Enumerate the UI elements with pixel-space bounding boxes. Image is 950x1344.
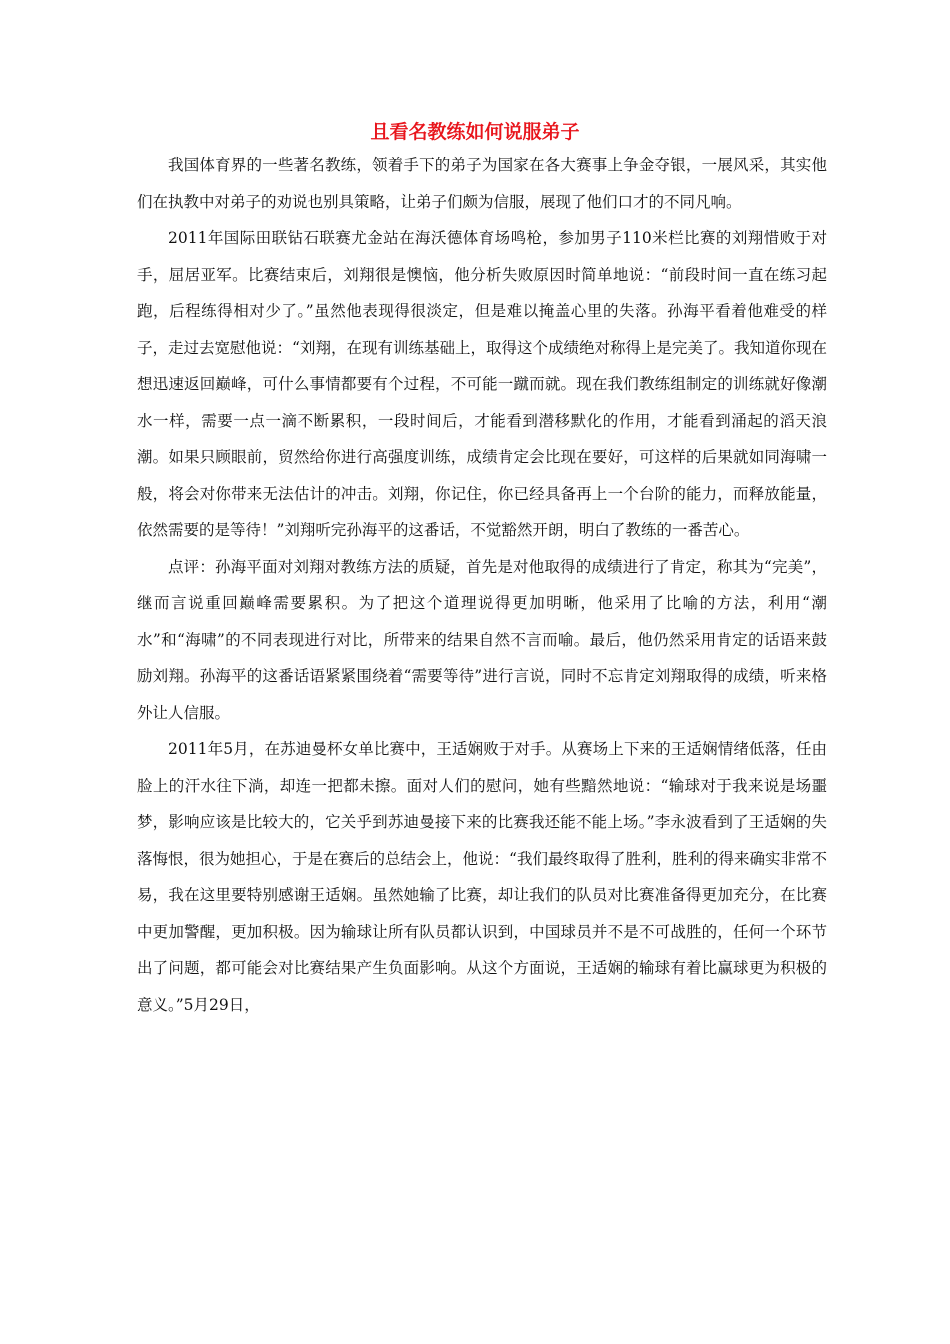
- document-title: 且看名教练如何说服弟子: [370, 121, 580, 143]
- paragraph-intro: 我国体育界的一些著名教练，领着手下的弟子为国家在各大赛事上争金夺银，一展风采，其实他们在执教中对弟子的劝说也别具策略，让弟子们颇为信服，展现了他们口才的不同凡响。: [137, 156, 827, 211]
- paragraph-liu-xiang-story: 2011年国际田联钻石联赛尤金站在海沃德体育场鸣枪，参加男子110米栏比赛的刘翔惜败于对手，屈居亚军。比赛结束后，刘翔很是懊恼，他分析失败原因时简单地说：“前段时间一直在练习起跑，后程练得相对少了。”虽然他表现得很淡定，但是难以掩盖心里的失落。孙海平看着他难受的样子，走过去宽慰他说：“刘翔，在现有训练基础上，取得这个成绩绝对称得上是完美了。我知道你现在想迅速返回巅峰，可什么事情都要有个过程，不可能一蹴而就。现在我们教练组制定的训练就好像潮水一样，需要一点一滴不断累积，一段时间后，才能看到潜移默化的作用，才能看到涌起的滔天浪潮。如果只顾眼前，贸然给你进行高强度训练，成绩肯定会比现在要好，可这样的后果就如同海啸一般，将会对你带来无法估计的冲击。刘翔，你记住，你已经具备再上一个台阶的能力，而释放能量，依然需要的是等待！”刘翔听完孙海平的这番话，不觉豁然开朗，明白了教练的一番苦心。: [137, 229, 827, 539]
- document-body: [137, 147, 827, 1023]
- paragraph-commentary: 点评：孙海平面对刘翔对教练方法的质疑，首先是对他取得的成绩进行了肯定，称其为“完美”，继而言说重回巅峰需要累积。为了把这个道理说得更加明晰，他采用了比喻的方法，利用“潮水”和“海啸”的不同表现进行对比，所带来的结果自然不言而喻。最后，他仍然采用肯定的话语来鼓励刘翔。孙海平的这番话语紧紧围绕着“需要等待”进行言说，同时不忘肯定刘翔取得的成绩，听来格外让人信服。: [137, 557, 827, 722]
- paragraph-wang-shixian-story: 2011年5月，在苏迪曼杯女单比赛中，王适娴败于对手。从赛场上下来的王适娴情绪低落，任由脸上的汗水往下淌，却连一把都未擦。面对人们的慰问，她有些黯然地说：“输球对于我来说是场噩梦，影响应该是比较大的，它关乎到苏迪曼接下来的比赛我还能不能上场。”李永波看到了王适娴的失落悔恨，很为她担心，于是在赛后的总结会上，他说：“我们最终取得了胜利，胜利的得来确实非常不易，我在这里要特别感谢王适娴。虽然她输了比赛，却让我们的队员对比赛准备得更加充分，在比赛中更加警醒，更加积极。因为输球让所有队员都认识到，中国球员并不是不可战胜的，任何一个环节出了问题，都可能会对比赛结果产生负面影响。从这个方面说，王适娴的输球有着比赢球更为积极的意义。”5月29日，: [137, 740, 827, 1014]
